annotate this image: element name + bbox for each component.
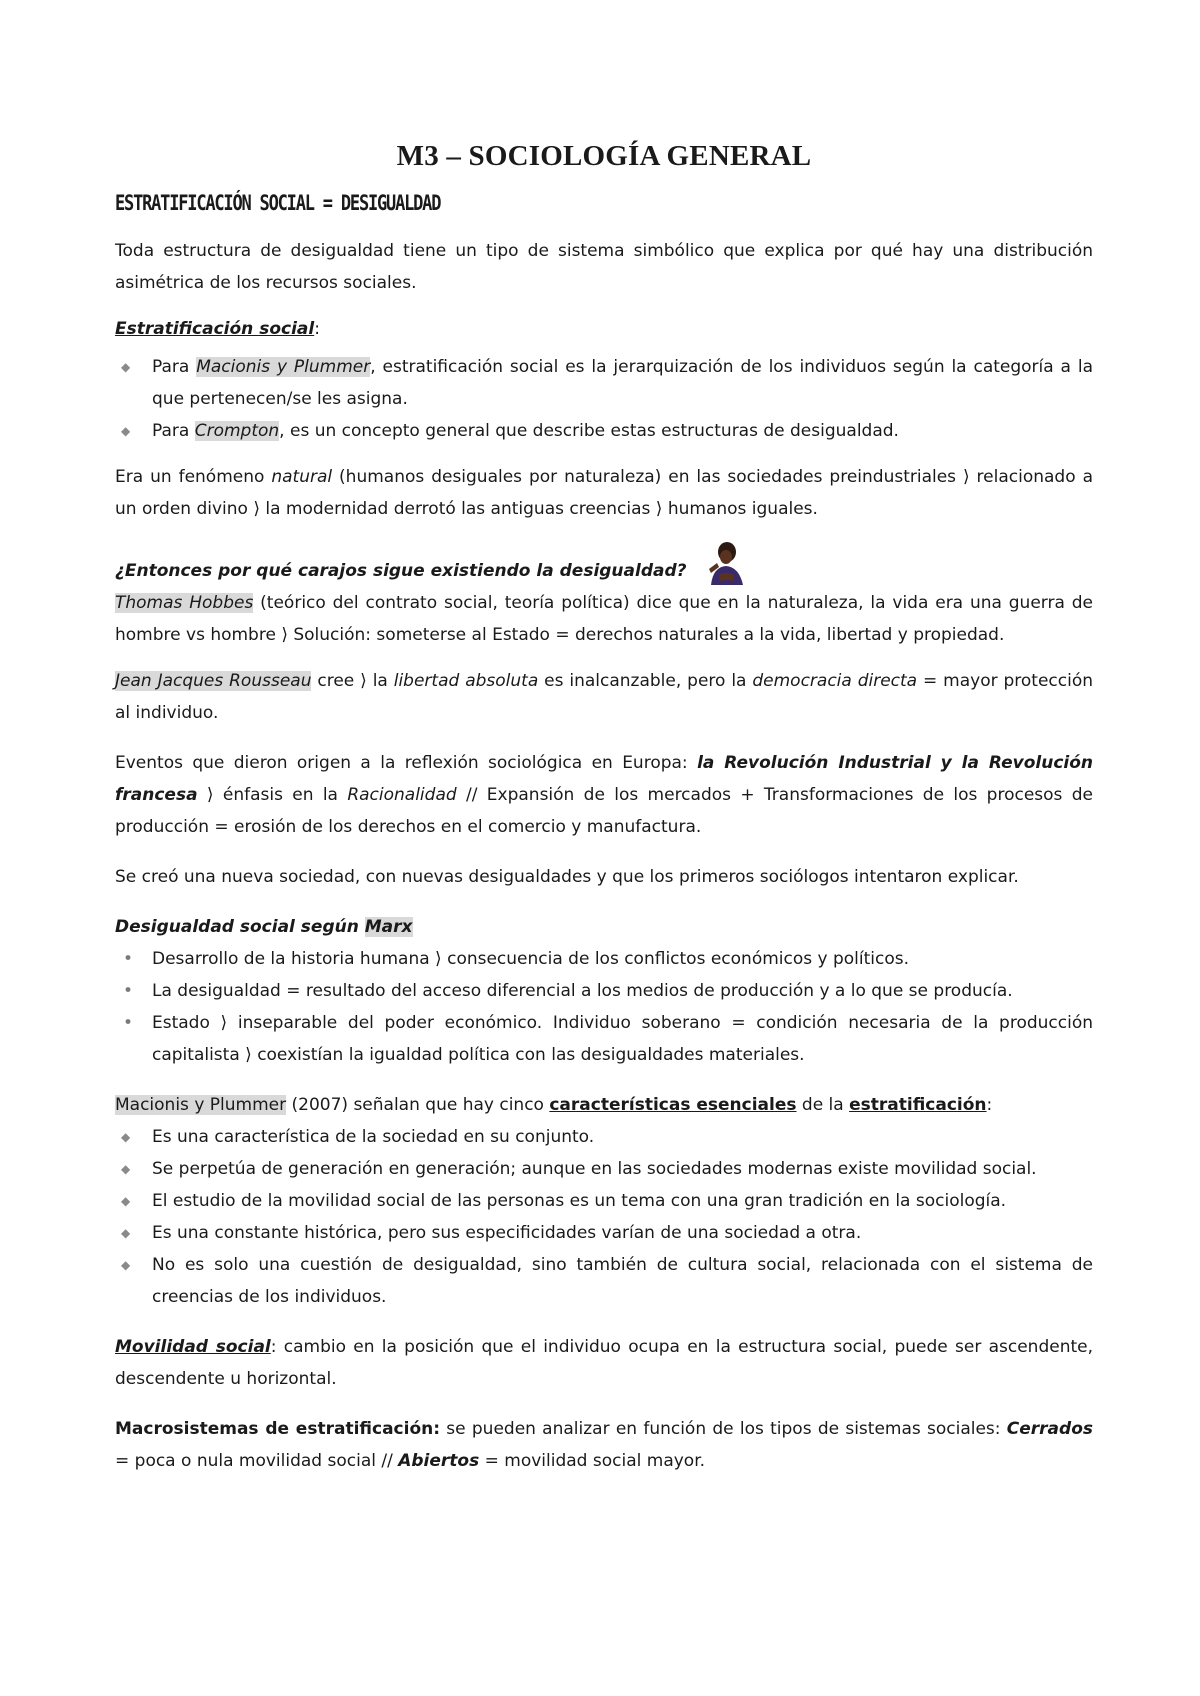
list-item: ◆ Para Crompton, es un concepto general que describe estas estructuras de desigualdad. [115,415,1093,447]
diamond-bullet-icon: ◆ [121,424,131,438]
hobbes-paragraph: Thomas Hobbes (teórico del contrato social, teoría política) dice que en la naturaleza, la vida era una guerra de hombre vs hombre ⟩ Solución: someterse al Estado = derechos naturales a la vida, libertad y propiedad. [115,593,1093,645]
person-emoji-icon [701,539,751,585]
round-bullet-icon: • [123,1013,134,1033]
estratificacion-heading: Estratificación social: [115,319,320,339]
marx-list [115,943,1093,1071]
era-paragraph: Era un fenómeno natural (humanos desiguales por naturaleza) en las sociedades preindustriales ⟩ relacionado a un orden divino ⟩ la modernidad derrotó las antiguas creencias ⟩ humanos iguales. [115,467,1093,519]
round-bullet-icon: • [123,981,134,1001]
caracteristicas-intro: Macionis y Plummer (2007) señalan que hay cinco características esenciales de la estratificación: [115,1095,993,1115]
list-item: ◆ Para Macionis y Plummer, estratificación social es la jerarquización de los individuos según la categoría a la que pertenecen/se les asigna. [115,351,1093,415]
section-subtitle: ESTRATIFICACIÓN SOCIAL = DESIGUALDAD [115,191,441,216]
list-item: • Desarrollo de la historia humana ⟩ consecuencia de los conflictos económicos y políticos. [115,943,1093,975]
diamond-bullet-icon: ◆ [121,1162,131,1176]
list-item: ◆ No es solo una cuestión de desigualdad, sino también de cultura social, relacionada con el sistema de creencias de los individuos. [115,1249,1093,1313]
nueva-sociedad-paragraph: Se creó una nueva sociedad, con nuevas desigualdades y que los primeros sociólogos intentaron explicar. [115,867,1019,887]
round-bullet-icon: • [123,949,134,969]
caracteristicas-list [115,1121,1093,1313]
list-item: • La desigualdad = resultado del acceso diferencial a los medios de producción y a lo que se producía. [115,975,1093,1007]
list-item: • Estado ⟩ inseparable del poder económico. Individuo soberano = condición necesaria de la producción capitalista ⟩ coexistían la igualdad política con las desigualdades materiales. [115,1007,1093,1071]
page-title: M3 – SOCIOLOGÍA GENERAL [396,140,812,172]
intro-paragraph: Toda estructura de desigualdad tiene un tipo de sistema simbólico que explica por qué hay una distribución asimétrica de los recursos sociales. [115,241,1093,293]
document-content [115,140,1093,1491]
rousseau-paragraph: Jean Jacques Rousseau cree ⟩ la libertad absoluta es inalcanzable, pero la democracia directa = mayor protección al individuo. [115,671,1093,723]
movilidad-paragraph: Movilidad social: cambio en la posición que el individuo ocupa en la estructura social, puede ser ascendente, descendente u horizontal. [115,1337,1093,1389]
estratificacion-list [115,351,1093,447]
diamond-bullet-icon: ◆ [121,360,131,374]
diamond-bullet-icon: ◆ [121,1226,131,1240]
diamond-bullet-icon: ◆ [121,1130,131,1144]
list-item: ◆ El estudio de la movilidad social de las personas es un tema con una gran tradición en la sociología. [115,1185,1093,1217]
question-heading: ¿Entonces por qué carajos sigue existiendo la desigualdad? [115,561,687,581]
diamond-bullet-icon: ◆ [121,1194,131,1208]
diamond-bullet-icon: ◆ [121,1258,131,1272]
eventos-paragraph: Eventos que dieron origen a la reflexión sociológica en Europa: la Revolución Industrial y la Revolución francesa ⟩ énfasis en la Racionalidad // Expansión de los mercados + Transformaciones de los procesos de producción = erosión de los derechos en el comercio y manufactura. [115,753,1094,837]
marx-heading: Desigualdad social según Marx [115,917,413,937]
question-line [115,539,1093,587]
list-item: ◆ Se perpetúa de generación en generación; aunque en las sociedades modernas existe movilidad social. [115,1153,1093,1185]
list-item: ◆ Es una característica de la sociedad en su conjunto. [115,1121,1093,1153]
list-item: ◆ Es una constante histórica, pero sus especificidades varían de una sociedad a otra. [115,1217,1093,1249]
macrosistemas-paragraph: Macrosistemas de estratificación: se pueden analizar en función de los tipos de sistemas sociales: Cerrados = poca o nula movilidad social // Abiertos = movilidad social mayor. [115,1419,1093,1471]
